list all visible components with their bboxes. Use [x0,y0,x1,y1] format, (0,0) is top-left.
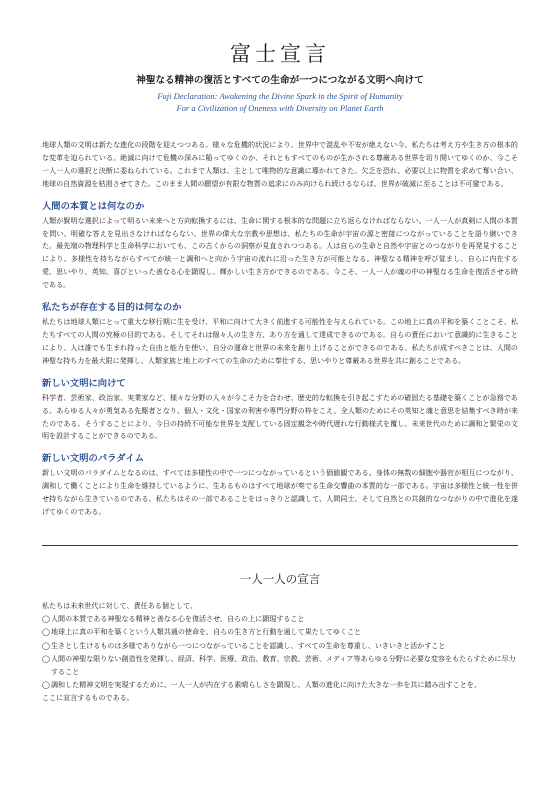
declaration-item [42,612,518,625]
english-line-2: For a Civilization of Oneness with Diversity on Planet Earth [176,102,384,113]
circle-bullet-icon: ◯ [42,614,50,624]
declaration-intro: 私たちは未来世代に対して、責任ある個として、 [42,600,197,610]
circle-bullet-icon: ◯ [42,653,50,663]
declaration-section [42,571,518,705]
circle-bullet-icon: ◯ [42,627,50,637]
intro-paragraph: 地球人類の文明は新たな進化の段階を迎えつつある。様々な危機的状況により、世界中で混乱や不安が絶えない今、私たちは考え方や生き方の根本的な変革を迫られている。絶滅に向けて危機の深みに陥ってゆくのか、それともすべてのものが生かされる尊厳ある世界を切り開いてゆくのか、今こそ一人一人の選択と決断に委ねられている。これまで人類は、主として唯物的な意識に導かれてきた。欠乏を恐れ、必要以上に物質を求めて奪い合い、地球の自然資源を枯渇させてきた。このまま人間の願望が有限な物質の追求にのみ向けられ続けるならば、世界が破滅に至ることは不可避である。 [42,140,518,188]
declaration-item [42,625,518,638]
circle-bullet-icon: ◯ [42,640,50,650]
declaration-item-text: 地球上に真の平和を築くという人類共通の使命を、自らの生き方と行動を通して果たしてゆくこと [51,627,362,637]
section-heading-new-civilization: 新しい文明に向けて [42,377,126,389]
section-heading-human-nature: 人間の本質とは何なのか [42,200,145,212]
declaration-item-text: 人間の本質である神聖なる精神と善なる心を復活させ、自らの上に顕現すること [51,614,305,624]
declaration-title: 一人一人の宣言 [239,571,321,586]
english-line-1: Fuji Declaration: Awakening the Divine Spark in the Spirit of Humanity [157,91,403,101]
declaration-item [42,652,518,678]
section-heading-paradigm: 新しい文明のパラダイム [42,453,144,465]
section-text-new-civilization: 科学者、芸術家、政治家、実業家など、様々な分野の人々が今こそ力を合わせ、歴史的な転換を引き起こすための確固たる基礎を築くことが急務である。あらゆる人々が勇気ある先駆者となり、個人・文化・国家の利害や専門分野の枠をこえ、全人類のためにその英知と魂と意思を結集すべき時が来たのである。そうすることにより、今日の持続不可能な世界を支配している固定観念や時代遅れな行動様式を覆し、未来世代のために調和と繁栄の文明を設計することができるのである。 [42,392,518,441]
page-title: 富士宣言 [230,42,330,66]
declaration-item [42,678,518,691]
declaration-item-text: 生きとし生けるものは多様でありながら一つにつながっていることを認識し、すべての生命を尊重し、いきいきと活かすこと [51,640,446,650]
declaration-list [42,612,518,691]
section-divider [42,545,518,546]
declaration-item [42,639,518,652]
section-text-human-nature: 人類が賢明な選択によって明るい未来へと方向転換するには、生命に関する根本的な問題に立ち返らなければならない。一人一人が真剣に人間の本質を問い、明確な答えを見出さなければならない。世界の偉大な宗教や思想は、私たちの生命が宇宙の源と密接につながっていることを語り継いできた。最先端の物理科学と生命科学においても、この古くからの洞察が見直されつつある。人は自らの生命と自然や宇宙とのつながりを再発見することにより、多様性を持ちながらすべてが統一と調和へと向かう宇宙の流れに沿った生き方が可能となる。神聖なる精神を呼び覚まし、自らに内在する愛、思いやり、英知、喜びといった善なる心を顕現し、輝かしい生き方ができるのである。今こそ、一人一人が魂の中の神聖なる生命を復活させる時である。 [42,215,518,290]
section-heading-purpose: 私たちが存在する目的は何なのか [42,302,182,314]
page-subtitle: 神聖なる精神の復活とすべての生命が一つにつながる文明へ向けて [136,75,424,86]
circle-bullet-icon: ◯ [42,680,50,690]
document-body [42,139,518,519]
english-subtitle [42,91,518,114]
declaration-item-text: 調和した精神文明を実現するために、一人一人が内在する素晴らしさを顕現し、人類の進化に向けた大きな一歩を共に踏み出すことを、 [51,680,481,690]
section-text-paradigm: 新しい文明のパラダイムとなるのは、すべては多様性の中で一つにつながっているという価値観である。身体の無数の細胞や器官が相互につながり、調和して働くことにより生命を維持しているように、生あるものはすべて地球が奏でる生命交響曲の本質的な一部である。宇宙は多様性と統一性を併せ持ちながら生きているのである。私たちはその一部であることをはっきりと認識して、人間同士、そして自然との共創的なつながりの中で進化を遂げてゆくのである。 [42,468,518,517]
declaration-item-text: 人間の神聖な限りない創造性を発揮し、経済、科学、医療、政治、教育、宗教、芸術、メディア等あらゆる分野に必要な変容をもたらすために尽力すること [51,653,516,676]
declaration-closing: ここに宣言するものである。 [42,693,134,703]
section-text-purpose: 私たちは地球人類にとって重大な移行期に生を受け、平和に向けて大きく前進する可能性を与えられている。この地上に真の平和を築くことこそ、私たちすべての人間の究極の目的である。そしてそれは個々人の生き方、あり方を通して達成できるのである。自らの責任において意識的に生きることにより、人は誰でも生まれ持った自由と能力を使い、自分の運命と世界の未来を創り上げることができるのである。私たちが成すべきことは、人間の神聖な持ち力を最大限に発揮し、人類家族と地上のすべての生命のために奉仕する、思いやりと尊厳ある世界を共に創ることである。 [42,317,518,365]
